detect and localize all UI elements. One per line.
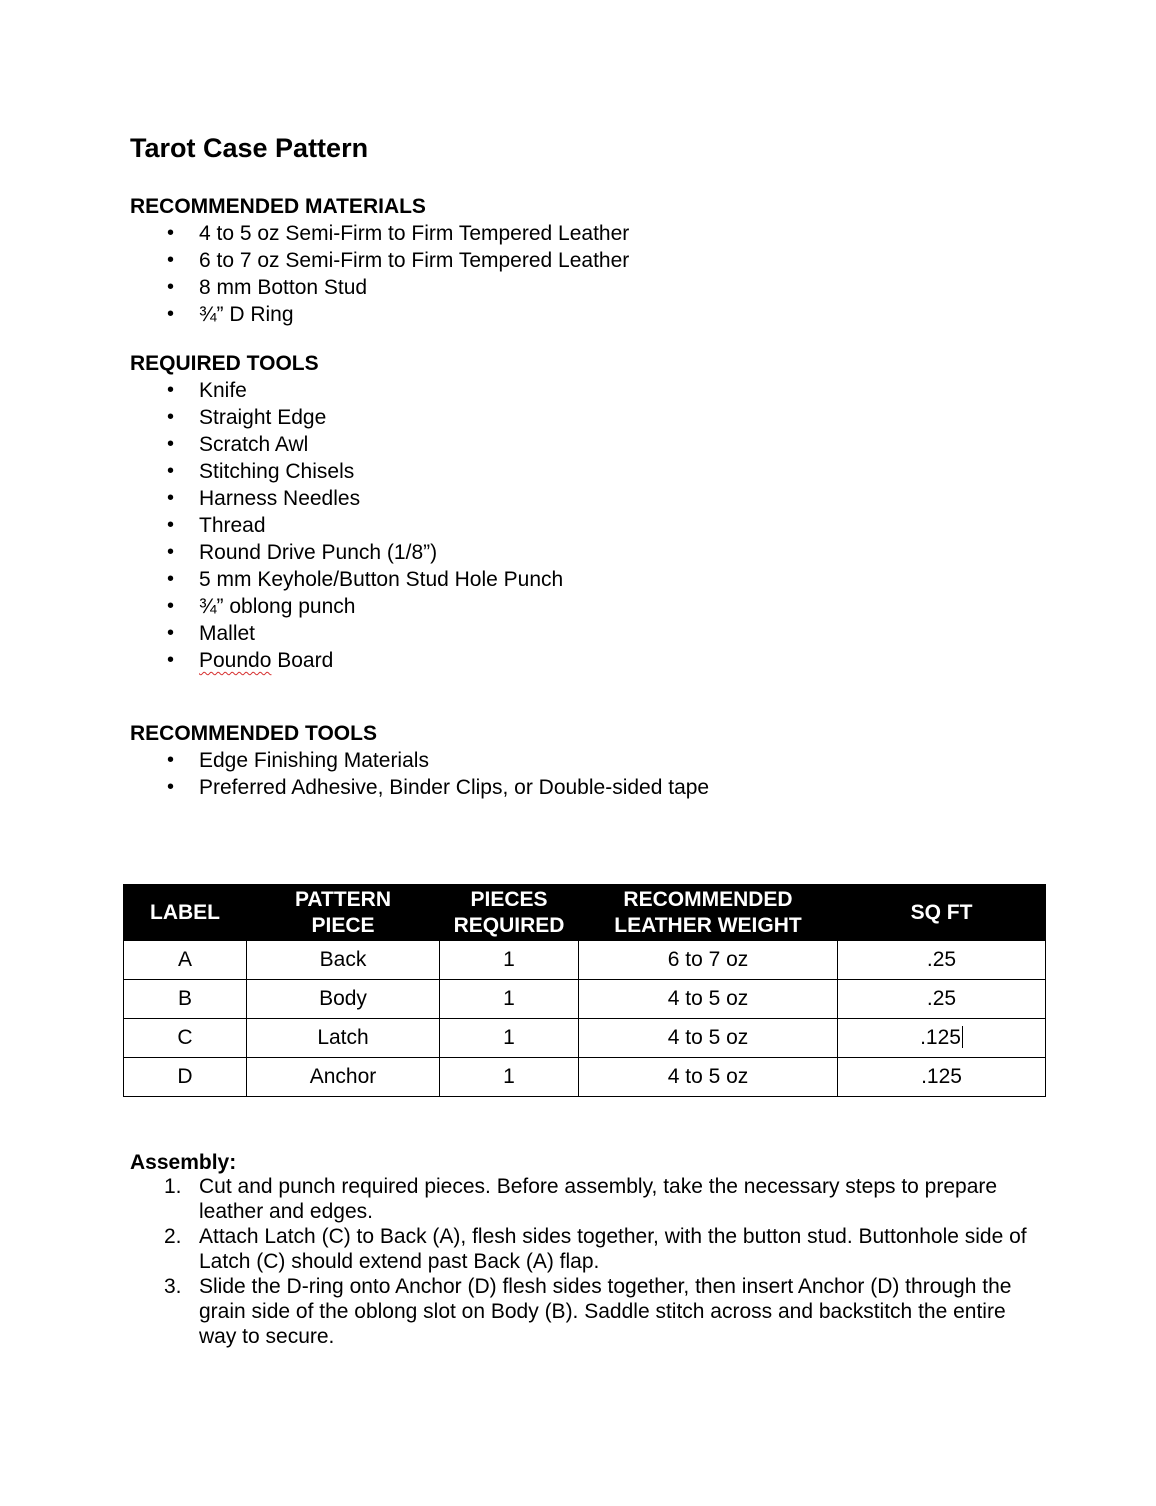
list-item: • ¾” D Ring — [167, 303, 294, 326]
recommended-tools-heading: RECOMMENDED TOOLS — [130, 722, 377, 745]
list-item: 1. Cut and punch required pieces. Before assembly, take the necessary steps to prepare leather and edges. — [164, 1175, 998, 1223]
bullet-icon: • — [167, 379, 175, 401]
list-item: • 8 mm Botton Stud — [167, 276, 368, 299]
required-tools-list — [130, 377, 563, 674]
misspelled-word[interactable]: Poundo — [199, 649, 272, 672]
materials-list — [130, 220, 629, 328]
table-header-row — [124, 885, 1046, 941]
list-item: • Scratch Awl — [167, 433, 309, 456]
bullet-icon: • — [167, 222, 175, 244]
header-label: LABEL — [124, 885, 247, 941]
table-cell: 1 — [440, 1058, 579, 1097]
bullet-icon: • — [167, 487, 175, 509]
materials-heading: RECOMMENDED MATERIALS — [130, 195, 426, 218]
list-item: • Harness Needles — [167, 487, 361, 510]
assembly-heading: Assembly: — [130, 1151, 237, 1174]
bullet-icon: • — [167, 303, 175, 325]
header-pattern-piece: PATTERN PIECE — [247, 885, 440, 941]
table-row — [124, 941, 1046, 980]
bullet-icon: • — [167, 649, 175, 671]
list-item: • ¾” oblong punch — [167, 595, 356, 618]
recommended-tools-list — [130, 747, 709, 801]
list-item: • 6 to 7 oz Semi-Firm to Firm Tempered Leather — [167, 249, 630, 272]
bullet-icon: • — [167, 776, 175, 798]
table-cell: 1 — [440, 980, 579, 1019]
list-item: • Poundo Board — [167, 649, 334, 672]
table-cell: Anchor — [247, 1058, 440, 1097]
bullet-icon: • — [167, 460, 175, 482]
table-cell-editing[interactable]: .125 — [838, 1019, 1046, 1058]
table-cell: .25 — [838, 941, 1046, 980]
table-cell: B — [124, 980, 247, 1019]
bullet-icon: • — [167, 276, 175, 298]
list-item: • Stitching Chisels — [167, 460, 355, 483]
bullet-icon: • — [167, 541, 175, 563]
list-item: • Preferred Adhesive, Binder Clips, or Double-sided tape — [167, 776, 710, 799]
header-sq-ft: SQ FT — [838, 885, 1046, 941]
table-cell: 6 to 7 oz — [579, 941, 838, 980]
header-leather-weight: RECOMMENDED LEATHER WEIGHT — [579, 885, 838, 941]
list-item: • Mallet — [167, 622, 256, 645]
list-item: • Edge Finishing Materials — [167, 749, 429, 772]
table-cell: .25 — [838, 980, 1046, 1019]
list-item: • Knife — [167, 379, 247, 402]
bullet-icon: • — [167, 406, 175, 428]
table-row — [124, 1019, 1046, 1058]
list-item: • 4 to 5 oz Semi-Firm to Firm Tempered Leather — [167, 222, 630, 245]
table-cell: D — [124, 1058, 247, 1097]
bullet-icon: • — [167, 433, 175, 455]
pattern-pieces-table — [123, 884, 1046, 1097]
table-cell: A — [124, 941, 247, 980]
bullet-icon: • — [167, 622, 175, 644]
bullet-icon: • — [167, 514, 175, 536]
bullet-icon: • — [167, 595, 175, 617]
list-item: 3. Slide the D-ring onto Anchor (D) flesh sides together, then insert Anchor (D) through the grain side of the oblong slot on Body (B). Saddle stitch across and backstitch the entire way to secure. — [164, 1275, 1012, 1348]
table-row — [124, 980, 1046, 1019]
table-cell: 4 to 5 oz — [579, 1058, 838, 1097]
list-item: • Straight Edge — [167, 406, 327, 429]
list-item: • Round Drive Punch (1/8”) — [167, 541, 438, 564]
page-title: Tarot Case Pattern — [130, 133, 369, 163]
required-tools-heading: REQUIRED TOOLS — [130, 352, 319, 375]
header-pieces-required: PIECES REQUIRED — [440, 885, 579, 941]
table-cell: C — [124, 1019, 247, 1058]
table-cell: .125 — [838, 1058, 1046, 1097]
table-row — [124, 1058, 1046, 1097]
table-cell: 1 — [440, 1019, 579, 1058]
table-cell: Back — [247, 941, 440, 980]
bullet-icon: • — [167, 249, 175, 271]
table-cell: 4 to 5 oz — [579, 1019, 838, 1058]
assembly-steps — [130, 1174, 1030, 1349]
table-cell: Body — [247, 980, 440, 1019]
bullet-icon: • — [167, 749, 175, 771]
text-cursor — [962, 1026, 963, 1048]
table-cell: 4 to 5 oz — [579, 980, 838, 1019]
list-item: • Thread — [167, 514, 266, 537]
list-item: • 5 mm Keyhole/Button Stud Hole Punch — [167, 568, 564, 591]
bullet-icon: • — [167, 568, 175, 590]
table-cell: 1 — [440, 941, 579, 980]
table-cell: Latch — [247, 1019, 440, 1058]
list-item: 2. Attach Latch (C) to Back (A), flesh sides together, with the button stud. Buttonhole side of Latch (C) should extend past Back (A) flap. — [164, 1225, 1027, 1273]
